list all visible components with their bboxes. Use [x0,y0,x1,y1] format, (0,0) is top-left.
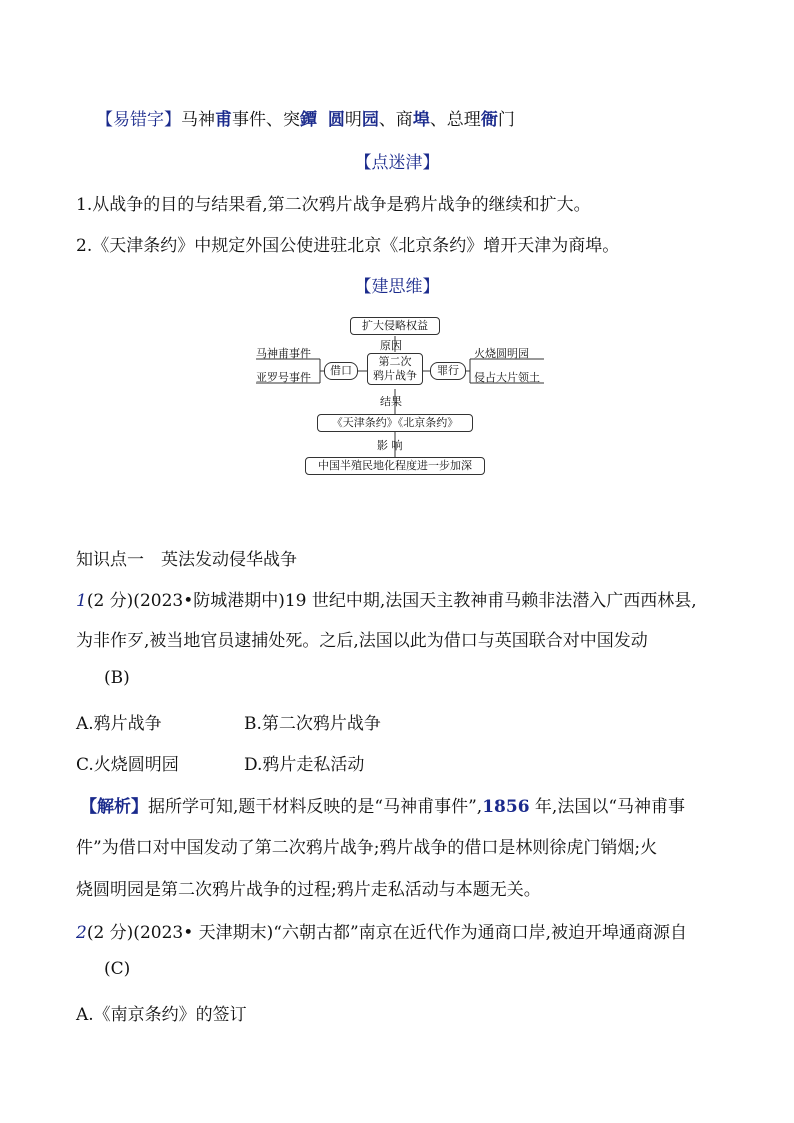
diagram-left-b: 亚罗号事件 [256,371,311,384]
diagram-result-box: 《天津条约》《北京条约》 [317,414,473,432]
analysis-text-1b: 年,法国以“马神甫事 [529,797,686,817]
diagram-effect-label: 影 响 [377,439,403,452]
typo-text: 门 [497,110,515,130]
typo-label: 【易错字】 [96,110,181,130]
typo-highlight-char: 衙 [480,110,498,130]
typo-highlight-char: 鐔 [300,110,317,130]
typo-text: 、商 [378,110,413,130]
diagram-right-a: 火烧圆明园 [474,347,529,360]
tips-title: 【点迷津】 [354,153,440,173]
question-1-answer: (B) [104,668,130,688]
analysis-line-1 [80,792,685,817]
analysis-line-2: 件”为借口对中国发动了第二次鸦片战争;鸦片战争的借口是林则徐虎门销烟;火 [76,838,658,858]
typo-text: 事件、 [232,110,283,130]
typo-text: 突 [283,110,300,130]
tip-2: 2.《天津条约》中规定外国公使进驻北京《北京条约》增开天津为商埠。 [76,236,620,256]
question-1-line-1 [76,586,697,611]
question-1-line-2: 为非作歹,被当地官员逮捕处死。之后,法国以此为借口与英国联合对中国发动 [76,631,648,651]
diagram-left-tag: 借口 [324,362,358,380]
analysis-year: 1856 [482,797,530,817]
typo-text: 马神 [181,110,215,130]
diagram-effect-box: 中国半殖民地化程度进一步加深 [305,457,485,475]
section-heading: 知识点一 英法发动侵华战争 [76,550,297,570]
diagram-center-box [367,353,423,385]
question-2-text-1: (2 分)(2023• 天津期末)“六朝古都”南京在近代作为通商口岸,被迫开埠通商源自 [86,923,688,943]
typo-highlight-char: 甫 [215,110,232,130]
question-1-option-a: A.鸦片战争 [76,714,162,734]
typo-text: 、总理 [429,110,481,130]
question-2-number: 2 [76,923,87,943]
diagram-cause-label: 原因 [380,339,402,352]
diagram-right-tag: 罪行 [430,362,466,380]
typo-highlight-char: 园 [361,110,379,130]
diagram-left-a: 马神甫事件 [256,347,311,360]
typo-highlight-char: 埠 [412,110,430,130]
question-1-text-1: (2 分)(2023•防城港期中)19 世纪中期,法国天主教神甫马赖非法潜入广西西林县, [86,591,697,611]
diagram-top-box: 扩大侵略权益 [350,317,440,335]
mind-title: 【建思维】 [354,277,440,297]
analysis-label: 【解析】 [80,797,148,817]
typo-highlight-char: 圆 [327,110,345,130]
question-1-number: 1 [76,591,87,611]
question-2-answer: (C) [104,959,131,979]
question-2-line-1 [76,918,687,943]
question-1-option-b: B.第二次鸦片战争 [244,714,381,734]
diagram-result-label: 结果 [380,395,402,408]
typo-text: 明 [344,110,362,130]
question-1-option-d: D.鸦片走私活动 [244,755,365,775]
question-1-option-c: C.火烧圆明园 [76,755,179,775]
tip-1: 1.从战争的目的与结果看,第二次鸦片战争是鸦片战争的继续和扩大。 [76,195,591,215]
diagram-right-b: 侵占大片领土 [474,371,540,384]
analysis-text-1a: 据所学可知,题干材料反映的是“马神甫事件”, [148,797,483,817]
question-2-option-a: A.《南京条约》的签订 [76,1005,247,1025]
analysis-line-3: 烧圆明园是第二次鸦片战争的过程;鸦片走私活动与本题无关。 [76,880,541,900]
diagram-center-text: 第二次 鸦片战争 [373,355,417,382]
